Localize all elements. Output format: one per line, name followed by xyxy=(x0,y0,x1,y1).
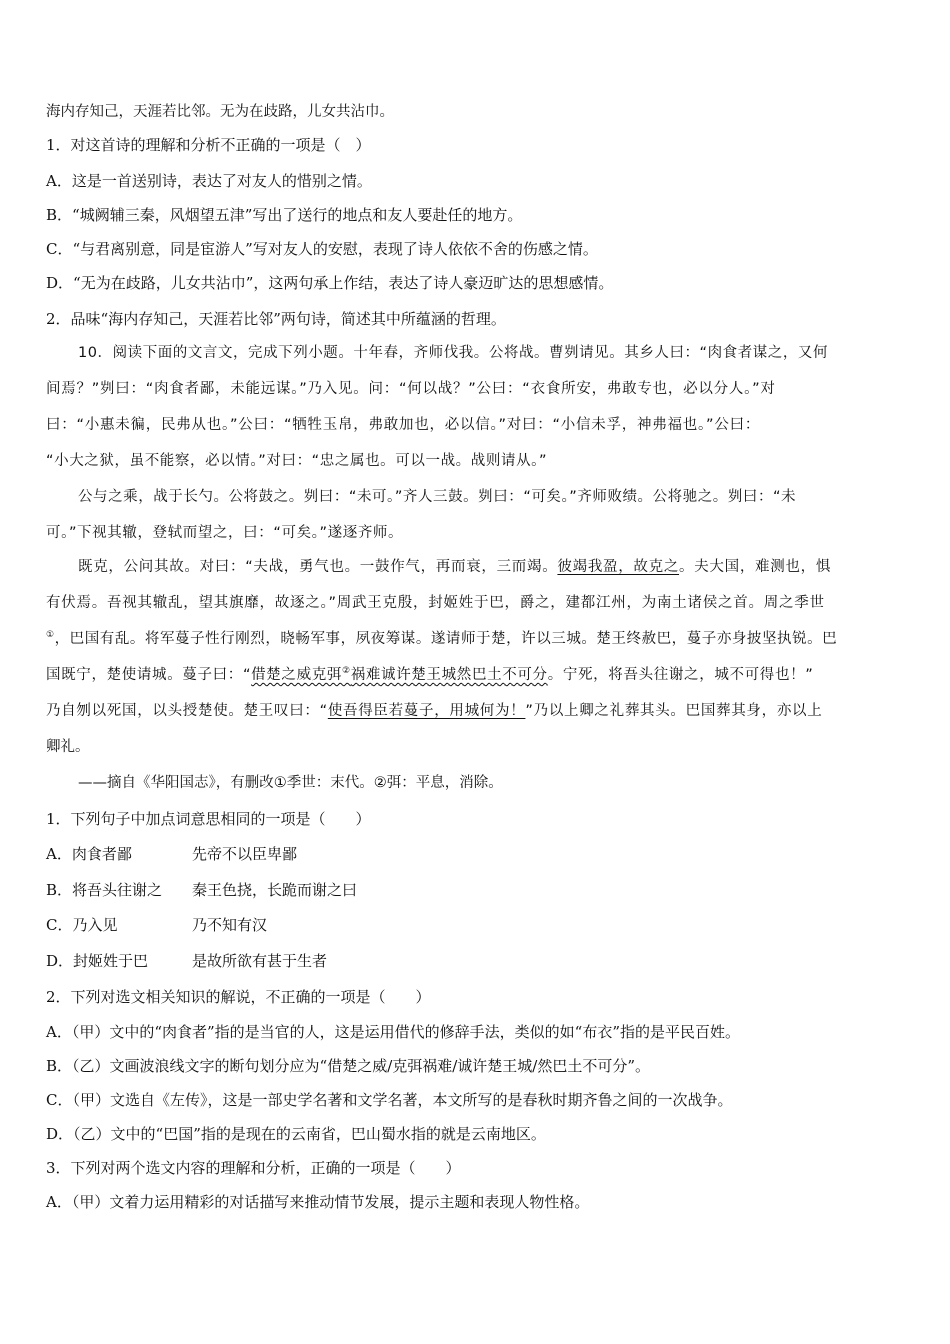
passage-jia-line-2: 间焉？”刿曰：“肉食者鄙，未能远谋。”乃入见。问：“何以战？”公曰：“衣食所安，弗敢专也，必以分人。”对 xyxy=(46,381,776,397)
passage-p3-line-4: 国既宁，楚使请城。蔓子曰：“借楚之威克弭②祸难诚许楚王城然巴土不可分。宁死，将吾头往谢之，城不可得也！” xyxy=(46,666,814,683)
passage-p3-line-2: 有伏焉。吾视其辙乱，望其旗靡，故逐之。”周武王克殷，封姬姓于巴，爵之，建都江州，为南土诸侯之首。周之季世 xyxy=(46,595,825,611)
subquestion-1-option-a: A．肉食者鄙 先帝不以臣卑鄙 xyxy=(46,845,298,863)
question-9-1-stem: 1．对这首诗的理解和分析不正确的一项是（ ） xyxy=(46,136,371,154)
option-c: C．“与君离别意，同是宦游人”写对友人的安慰，表现了诗人依依不舍的伤感之情。 xyxy=(46,240,598,258)
passage-jia-p2-line-1: 公与之乘，战于长勺。公将鼓之。刿曰：“未可。”齐人三鼓。刿曰：“可矣。”齐师败绩。公将驰之。刿曰：“未 xyxy=(78,489,797,505)
passage-jia-line-4: “小大之狱，虽不能察，必以情。”对曰：“忠之属也。可以一战。战则请从。” xyxy=(46,453,548,469)
passage-p3-line-1: 既克，公问其故。对曰：“夫战，勇气也。一鼓作气，再而衰，三而竭。彼竭我盈，故克之。夫大国，难测也，惧 xyxy=(78,559,832,575)
subquestion-2-option-c: C．（甲）文选自《左传》，这是一部史学名著和文学名著，本文所写的是春秋时期齐鲁之间的一次战争。 xyxy=(46,1091,733,1109)
subquestion-1-stem: 1．下列句子中加点词意思相同的一项是（ ） xyxy=(46,810,371,828)
option-a: A．这是一首送别诗，表达了对友人的惜别之情。 xyxy=(46,172,372,190)
passage-jia-p2-line-2: 可。”下视其辙，登轼而望之，曰：“可矣。”遂逐齐师。 xyxy=(46,525,404,541)
subquestion-1-option-d: D．封姬姓于巴 是故所欲有甚于生者 xyxy=(46,952,328,970)
subquestion-1-option-b: B．将吾头往谢之 秦王色挠，长跪而谢之曰 xyxy=(46,881,358,899)
wavy-underlined-text: 借楚之威克弭②祸难诚许楚王城然巴土不可分 xyxy=(251,666,548,683)
passage-jia-line-1: 10．阅读下面的文言文，完成下列小题。十年春，齐师伐我。公将战。曹刿请见。其乡人曰：“肉食者谋之，又何 xyxy=(78,345,829,361)
poem-last-lines: 海内存知己，天涯若比邻。无为在歧路，儿女共沾巾。 xyxy=(46,104,394,120)
subquestion-2-option-d: D．（乙）文中的“巴国”指的是现在的云南省，巴山蜀水指的就是云南地区。 xyxy=(46,1125,546,1143)
underlined-sentence: 使吾得臣若蔓子，用城何为！ xyxy=(327,703,526,719)
question-9-2-stem: 2．品味“海内存知己，天涯若比邻”两句诗，简述其中所蕴涵的哲理。 xyxy=(46,310,506,328)
passage-p3-line-3: ①，巴国有乱。将军蔓子性行刚烈，晓畅军事，夙夜筹谋。遂请师于楚，许以三城。楚王终赦巴，蔓子亦身披坚执锐。巴 xyxy=(46,630,838,647)
subquestion-2-option-a: A．（甲）文中的“肉食者”指的是当官的人，这是运用借代的修辞手法，类似的如“布衣”指的是平民百姓。 xyxy=(46,1023,741,1041)
option-d: D．“无为在歧路，儿女共沾巾”，这两句承上作结，表达了诗人豪迈旷达的思想感情。 xyxy=(46,274,614,292)
passage-p3-line-5: 乃自刎以死国，以头授楚使。楚王叹曰：“使吾得臣若蔓子，用城何为！”乃以上卿之礼葬其头。巴国葬其身，亦以上 xyxy=(46,703,823,719)
passage-p3-line-6: 卿礼。 xyxy=(46,739,90,755)
underlined-sentence: 彼竭我盈，故克之 xyxy=(557,559,680,575)
passage-jia-line-3: 曰：“小惠未徧，民弗从也。”公曰：“牺牲玉帛，弗敢加也，必以信。”对曰：“小信未孚，神弗福也。”公曰： xyxy=(46,417,761,433)
subquestion-3-option-a: A．（甲）文着力运用精彩的对话描写来推动情节发展，提示主题和表现人物性格。 xyxy=(46,1193,590,1211)
footnote-mark-2: ② xyxy=(342,666,351,677)
subquestion-3-stem: 3．下列对两个选文内容的理解和分析，正确的一项是（ ） xyxy=(46,1159,461,1177)
subquestion-2-stem: 2．下列对选文相关知识的解说，不正确的一项是（ ） xyxy=(46,988,431,1006)
subquestion-1-option-c: C．乃入见 乃不知有汉 xyxy=(46,916,268,934)
footnote-mark-1: ① xyxy=(46,630,55,641)
subquestion-2-option-b: B．（乙）文画波浪线文字的断句划分应为“借楚之威/克弭祸难/诚许楚王城/然巴土不可分”。 xyxy=(46,1057,651,1075)
option-b: B．“城阙辅三秦，风烟望五津”写出了送行的地点和友人要赴任的地方。 xyxy=(46,206,523,224)
passage-source: ——摘自《华阳国志》，有删改①季世：末代。②弭：平息，消除。 xyxy=(78,775,503,791)
